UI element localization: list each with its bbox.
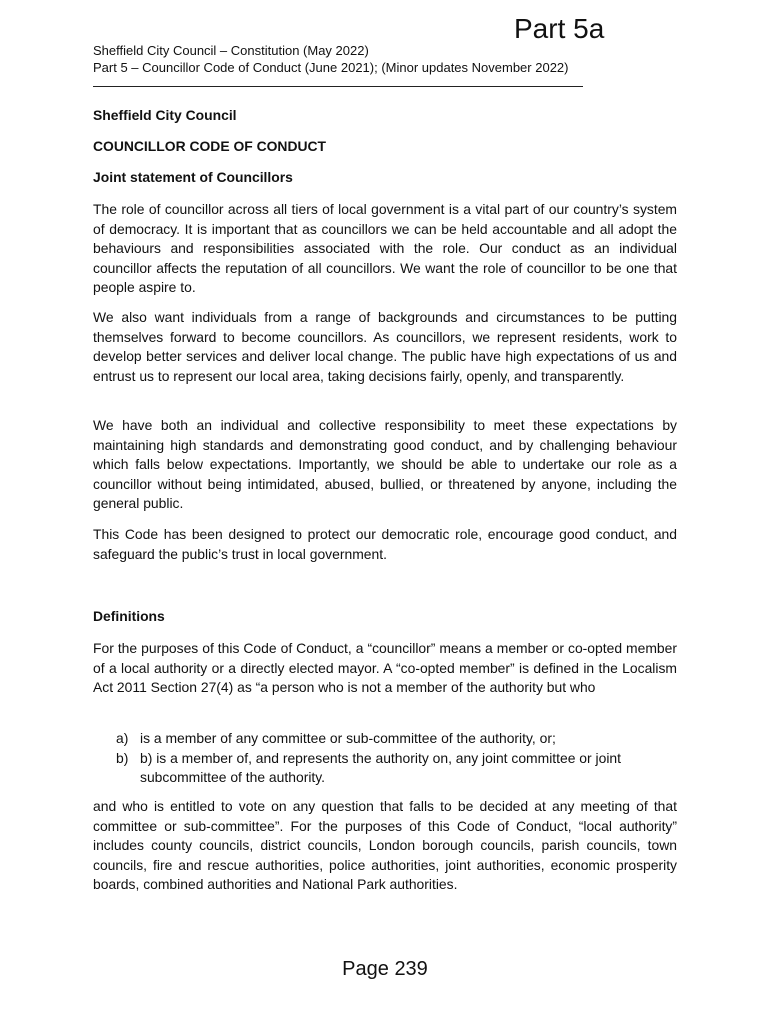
paragraph-code-purpose [93,525,677,564]
paragraph-text: This Code has been designed to protect our democratic role, encourage good conduct, and safeguard the public’s trust in local government. [93,526,677,562]
definitions-intro [93,639,677,698]
definitions-heading: Definitions [93,608,165,624]
paragraph-text: We have both an individual and collective responsibility to meet these expectations by maintaining high standards and demonstrating good conduct, and by challenging behaviour which falls below expectations. Importantly, we should be able to undertake our role as a councillor without being intimidated, abused, bullied, or threatened by anyone, including the general public. [93,417,677,512]
list-item [93,729,677,749]
paragraph-responsibility [93,416,677,514]
definitions-list [93,729,677,788]
org-title: Sheffield City Council [93,107,237,123]
paragraph-role [93,200,677,298]
list-marker: b) [116,749,129,766]
paragraph-text: and who is entitled to vote on any question that falls to be decided at any meeting of that committee or sub-committee”. For the purposes of this Code of Conduct, “local authority” includes county councils, district councils, London borough councils, parish councils, town councils, fire and rescue authorities, police authorities, joint authorities, economic prosperity boards, combined authorities and National Park authorities. [93,798,677,893]
part-label: Part 5a [514,13,605,44]
page-number: Page 239 [342,958,428,980]
list-item-text: is a member of any committee or sub-committee of the authority, or; [140,730,556,746]
list-marker: a) [116,730,129,746]
paragraph-individuals [93,308,677,386]
list-item [93,749,677,788]
header-divider [93,86,583,87]
paragraph-text: For the purposes of this Code of Conduct, a “councillor” means a member or co-opted member of a local authority or a directly elected mayor. A “co-opted member” is defined in the Localism Act 2011 Section 27(4) as “a person who is not a member of the authority but who [93,640,677,696]
definitions-close [93,797,677,895]
paragraph-text: We also want individuals from a range of backgrounds and circumstances to be putting themselves forward to become councillors. As councillors, we represent residents, work to develop better services and deliver local change. The public have high expectations of us and entrust us to represent our local area, taking decisions fairly, openly, and transparently. [93,309,677,384]
list-item-text: b) is a member of, and represents the authority on, any joint committee or joint subcommittee of the authority. [140,749,622,786]
code-title: COUNCILLOR CODE OF CONDUCT [93,138,327,154]
header-constitution-line: Sheffield City Council – Constitution (May 2022) [93,43,369,58]
header-part-line: Part 5 – Councillor Code of Conduct (June 2021); (Minor updates November 2022) [93,60,569,75]
joint-statement-heading: Joint statement of Councillors [93,169,293,185]
paragraph-text: The role of councillor across all tiers of local government is a vital part of our country’s system of democracy. It is important that as councillors we can be held accountable and all adopt the behaviours and responsibilities associated with the role. Our conduct as an individual councillor affects the reputation of all councillors. We want the role of councillor to be one that people aspire to. [93,201,677,296]
